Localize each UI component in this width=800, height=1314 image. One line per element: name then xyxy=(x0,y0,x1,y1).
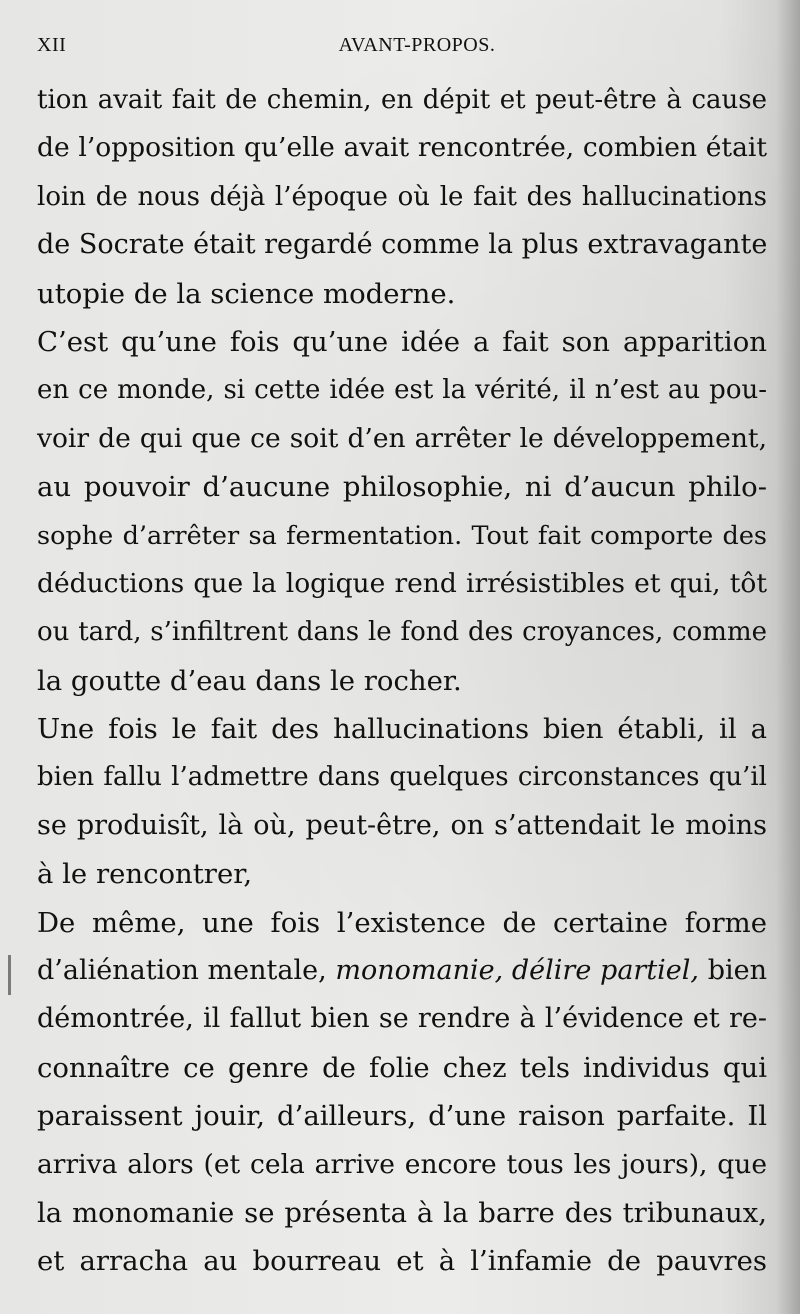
text-line: tion avait fait de chemin, en dépit et peut-être à cause xyxy=(37,85,767,115)
text-span: bien xyxy=(699,955,768,987)
page-header xyxy=(37,34,767,60)
text-line: loin de nous déjà l’époque où le fait des hallucinations xyxy=(37,181,767,212)
italic-term: monomanie, délire partiel, xyxy=(335,955,699,987)
text-line: et arracha au bourreau et à l’infamie de pauvres xyxy=(37,1245,767,1278)
paragraph-first-line: De même, une fois l’existence de certaine forme xyxy=(37,906,767,939)
text-line: utopie de la science moderne. xyxy=(37,277,456,310)
text-line: sophe d’arrêter sa fermentation. Tout fait comporte des xyxy=(37,520,767,551)
text-line: la monomanie se présenta à la barre des tribunaux, xyxy=(37,1196,767,1229)
text-line: voir de qui que ce soit d’en arrêter le développement, xyxy=(37,422,767,454)
paragraph-first-line: C’est qu’une fois qu’une idée a fait son apparition xyxy=(37,325,767,358)
text-span: d’aliénation mentale, xyxy=(37,955,336,987)
text-line: ou tard, s’infiltrent dans le fond des croyances, comme xyxy=(37,617,767,648)
page-number: XII xyxy=(37,34,67,56)
text-line: de Socrate était regardé comme la plus extravagante xyxy=(37,229,768,261)
text-line: au pouvoir d’aucune philosophie, ni d’aucun philo- xyxy=(37,471,767,504)
text-line: se produisît, là où, peut-être, on s’attendait le moins xyxy=(37,809,767,841)
text-line: bien fallu l’admettre dans quelques circonstances qu’il xyxy=(37,762,767,793)
text-line: déductions que la logique rend irrésistibles et qui, tôt xyxy=(37,567,767,599)
running-head: AVANT-PROPOS. xyxy=(338,34,496,56)
body-text xyxy=(37,76,767,1286)
text-line: la goutte d’eau dans le rocher. xyxy=(37,664,462,697)
page-gutter-shadow xyxy=(776,0,800,1314)
text-line: de l’opposition qu’elle avait rencontrée, combien était xyxy=(37,132,767,164)
text-line xyxy=(37,947,767,995)
text-line: connaître ce genre de folie chez tels individus qui xyxy=(37,1051,767,1084)
text-line: en ce monde, si cette idée est la vérité, il n’est au pou- xyxy=(37,375,767,406)
text-line: arriva alors (et cela arrive encore tous les jours), que xyxy=(37,1148,767,1180)
text-line: paraissent jouir, d’ailleurs, d’une raison parfaite. Il xyxy=(37,1100,767,1133)
text-line: démontrée, il fallut bien se rendre à l’évidence et re- xyxy=(37,1003,767,1035)
margin-mark xyxy=(8,955,11,995)
paragraph-first-line: Une fois le fait des hallucinations bien établi, il a xyxy=(37,713,767,746)
text-line: à le rencontrer, xyxy=(37,858,253,891)
